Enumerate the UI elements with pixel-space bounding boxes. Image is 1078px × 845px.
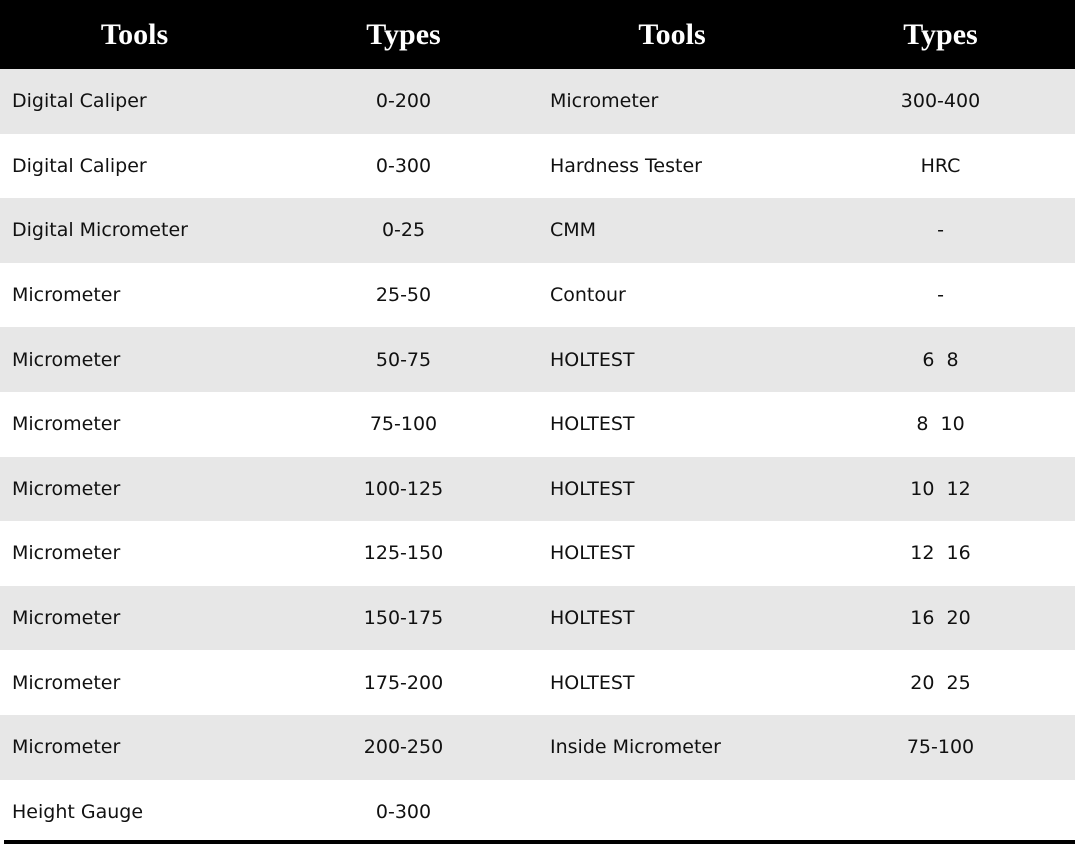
tool-cell: Digital Micrometer: [12, 219, 188, 242]
header-row: [0, 0, 1075, 69]
type-cell: 16 20: [910, 607, 971, 630]
tool-cell: [538, 780, 806, 845]
type-cell: 6 8: [922, 348, 959, 371]
table-row: [0, 521, 1075, 586]
tool-cell: HOLTEST: [550, 671, 635, 694]
type-cell: 175-200: [363, 671, 444, 694]
table-row: [0, 715, 1075, 780]
type-cell: 0-300: [375, 800, 432, 823]
tool-cell: CMM: [550, 219, 597, 242]
tool-cell: Hardness Tester: [550, 154, 702, 177]
type-cell: 200-250: [363, 736, 444, 759]
type-cell: 50-75: [375, 348, 432, 371]
tool-cell: Digital Caliper: [12, 154, 147, 177]
tool-cell: Micrometer: [12, 348, 121, 371]
type-cell: 100-125: [363, 477, 444, 500]
type-cell: -: [937, 284, 944, 307]
table-row: [0, 586, 1075, 651]
tool-cell: HOLTEST: [550, 348, 635, 371]
type-cell: -: [937, 219, 944, 242]
table-row: [0, 457, 1075, 522]
type-cell: 300-400: [900, 90, 981, 113]
tool-cell: HOLTEST: [550, 413, 635, 436]
tool-cell: Height Gauge: [12, 800, 144, 823]
type-cell: HRC: [920, 154, 961, 177]
tool-cell: Micrometer: [12, 477, 121, 500]
tool-cell: Micrometer: [12, 671, 121, 694]
type-cell: 20 25: [910, 671, 971, 694]
tool-cell: Micrometer: [12, 542, 121, 565]
table-row: [0, 69, 1075, 134]
type-cell: [806, 780, 1075, 845]
table-row: [0, 650, 1075, 715]
header-types-left: Types: [366, 17, 441, 51]
tool-cell: Micrometer: [550, 90, 659, 113]
type-cell: 12 16: [910, 542, 971, 565]
type-cell: 0-25: [381, 219, 426, 242]
tool-cell: Contour: [550, 284, 626, 307]
tool-cell: HOLTEST: [550, 477, 635, 500]
tool-cell: Micrometer: [12, 284, 121, 307]
header-types-right: Types: [903, 17, 978, 51]
tool-cell: Inside Micrometer: [550, 736, 721, 759]
table-header: [0, 0, 1075, 69]
type-cell: 10 12: [910, 477, 971, 500]
type-cell: 75-100: [906, 736, 975, 759]
table-row: [0, 263, 1075, 328]
table-row: [0, 327, 1075, 392]
tool-cell: Micrometer: [12, 607, 121, 630]
type-cell: 0-200: [375, 90, 432, 113]
type-cell: 75-100: [369, 413, 438, 436]
table-row: [0, 134, 1075, 199]
tool-cell: Micrometer: [12, 413, 121, 436]
tool-cell: Digital Caliper: [12, 90, 147, 113]
header-tools-left: Tools: [100, 17, 169, 51]
tool-cell: HOLTEST: [550, 542, 635, 565]
type-cell: 150-175: [363, 607, 444, 630]
table-row: [0, 780, 1075, 845]
type-cell: 0-300: [375, 154, 432, 177]
type-cell: 25-50: [375, 284, 432, 307]
tool-cell: Micrometer: [12, 736, 121, 759]
type-cell: 8 10: [916, 413, 965, 436]
type-cell: 125-150: [363, 542, 444, 565]
header-tools-right: Tools: [638, 17, 706, 51]
table-bottom-rule: [4, 840, 1075, 844]
table-row: [0, 198, 1075, 263]
table-row: [0, 392, 1075, 457]
tool-cell: HOLTEST: [550, 607, 635, 630]
table-body: [0, 69, 1075, 844]
